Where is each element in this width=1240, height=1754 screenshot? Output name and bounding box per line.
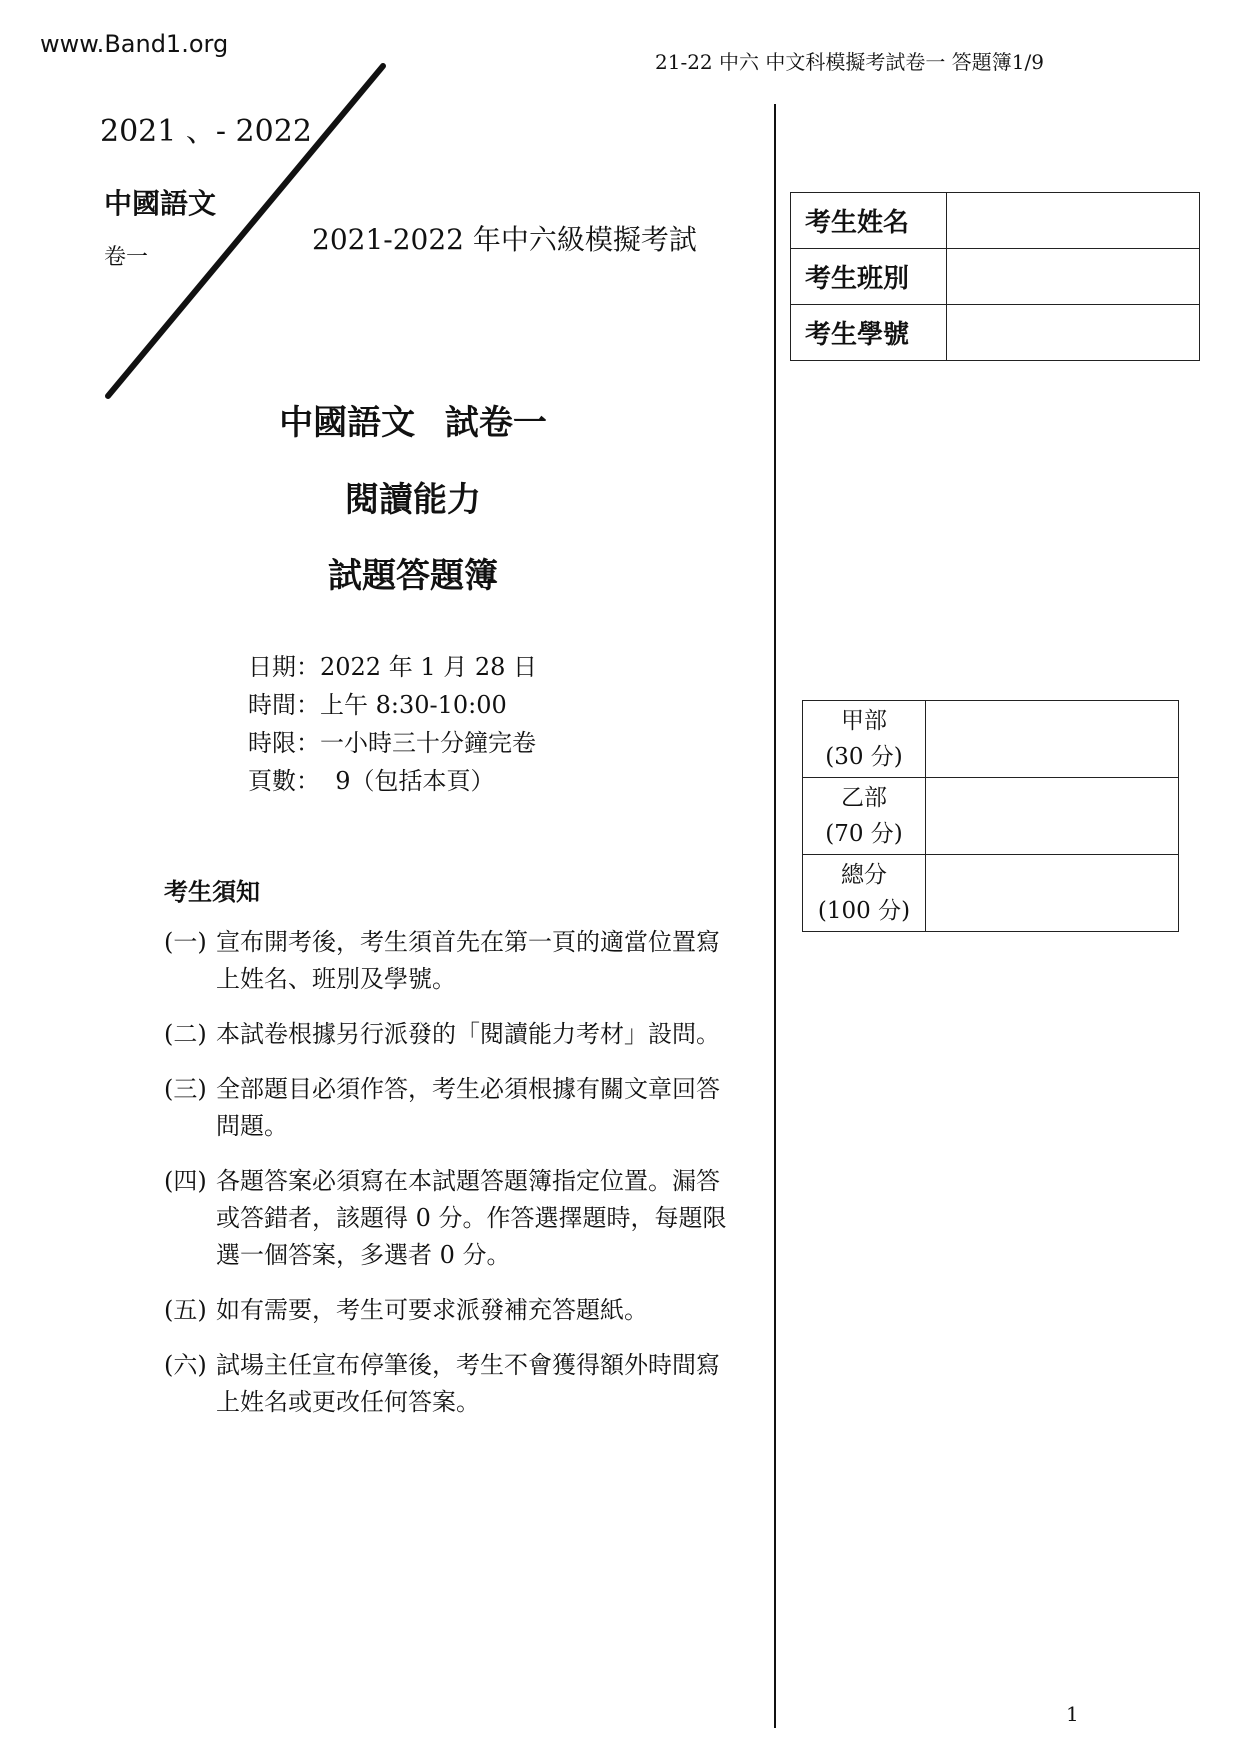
table-row: [803, 778, 1179, 855]
rule-number: (一): [164, 928, 207, 956]
section-name: 總分: [841, 862, 887, 888]
rule-number: (三): [164, 1075, 207, 1103]
info-time: 時間：上午 8:30-10:00: [248, 691, 507, 719]
name-label: 考生姓名: [791, 193, 947, 249]
rule-number: (二): [164, 1020, 207, 1048]
rule-text: 試場主任宣布停筆後，考生不會獲得額外時間寫上姓名或更改任何答案。: [216, 1351, 720, 1416]
rule-item: [164, 1163, 734, 1274]
rule-text: 本試卷根據另行派發的「閱讀能力考材」設問。: [216, 1020, 720, 1048]
section-name: 乙部: [841, 785, 887, 811]
section-name: 甲部: [841, 708, 887, 734]
section-marks: (70 分): [825, 821, 903, 847]
table-row: [791, 305, 1200, 361]
subject-label: 中國語文: [104, 187, 217, 220]
paper-title: 中國語文 試卷一: [279, 403, 547, 443]
score-table: [802, 700, 1179, 932]
info-pages: 頁數： 9（包括本頁）: [248, 767, 495, 795]
class-field[interactable]: [947, 249, 1200, 305]
total-score-field[interactable]: [926, 855, 1179, 932]
school-year: 2021 、- 2022: [100, 114, 312, 149]
booklet-title: 試題答題簿: [328, 556, 498, 596]
rule-number: (六): [164, 1351, 207, 1379]
paper-label: 卷一: [104, 245, 149, 270]
candidate-info-table: [790, 192, 1200, 361]
total-label: [803, 855, 926, 932]
table-row: [791, 193, 1200, 249]
section-b-label: [803, 778, 926, 855]
class-label: 考生班別: [791, 249, 947, 305]
section-a-score-field[interactable]: [926, 701, 1179, 778]
exam-info: [248, 648, 537, 800]
vertical-divider: [774, 104, 776, 1728]
rule-item: [164, 1292, 734, 1329]
notice-heading: 考生須知: [164, 878, 260, 906]
rule-number: (五): [164, 1296, 207, 1324]
table-row: [803, 701, 1179, 778]
rule-item: [164, 1347, 734, 1421]
info-duration: 時限：一小時三十分鐘完卷: [248, 729, 536, 757]
paper-subtitle: 閱讀能力: [345, 480, 481, 520]
rule-text: 各題答案必須寫在本試題答題簿指定位置。漏答或答錯者，該題得 0 分。作答選擇題時，每題限選一個答案，多選者 0 分。: [216, 1167, 727, 1269]
section-marks: (100 分): [817, 898, 911, 924]
page-number: 1: [1066, 1702, 1079, 1726]
info-date: 日期：2022 年 1 月 28 日: [248, 653, 538, 681]
student-number-field[interactable]: [947, 305, 1200, 361]
exam-title: 2021-2022 年中六級模擬考試: [312, 223, 697, 256]
name-field[interactable]: [947, 193, 1200, 249]
section-a-label: [803, 701, 926, 778]
rule-item: [164, 924, 734, 998]
watermark-text: www.Band1.org: [40, 30, 229, 58]
rule-item: [164, 1071, 734, 1145]
page-header: 21-22 中六 中文科模擬考試卷一 答題簿1/9: [655, 50, 1044, 74]
section-marks: (30 分): [825, 744, 903, 770]
rule-text: 全部題目必須作答，考生必須根據有關文章回答問題。: [216, 1075, 720, 1140]
rule-text: 宣布開考後，考生須首先在第一頁的適當位置寫上姓名、班別及學號。: [216, 928, 720, 993]
rule-text: 如有需要，考生可要求派發補充答題紙。: [216, 1296, 648, 1324]
rules-list: [164, 924, 734, 1439]
table-row: [803, 855, 1179, 932]
student-number-label: 考生學號: [791, 305, 947, 361]
table-row: [791, 249, 1200, 305]
section-b-score-field[interactable]: [926, 778, 1179, 855]
rule-number: (四): [164, 1167, 207, 1195]
rule-item: [164, 1016, 734, 1053]
